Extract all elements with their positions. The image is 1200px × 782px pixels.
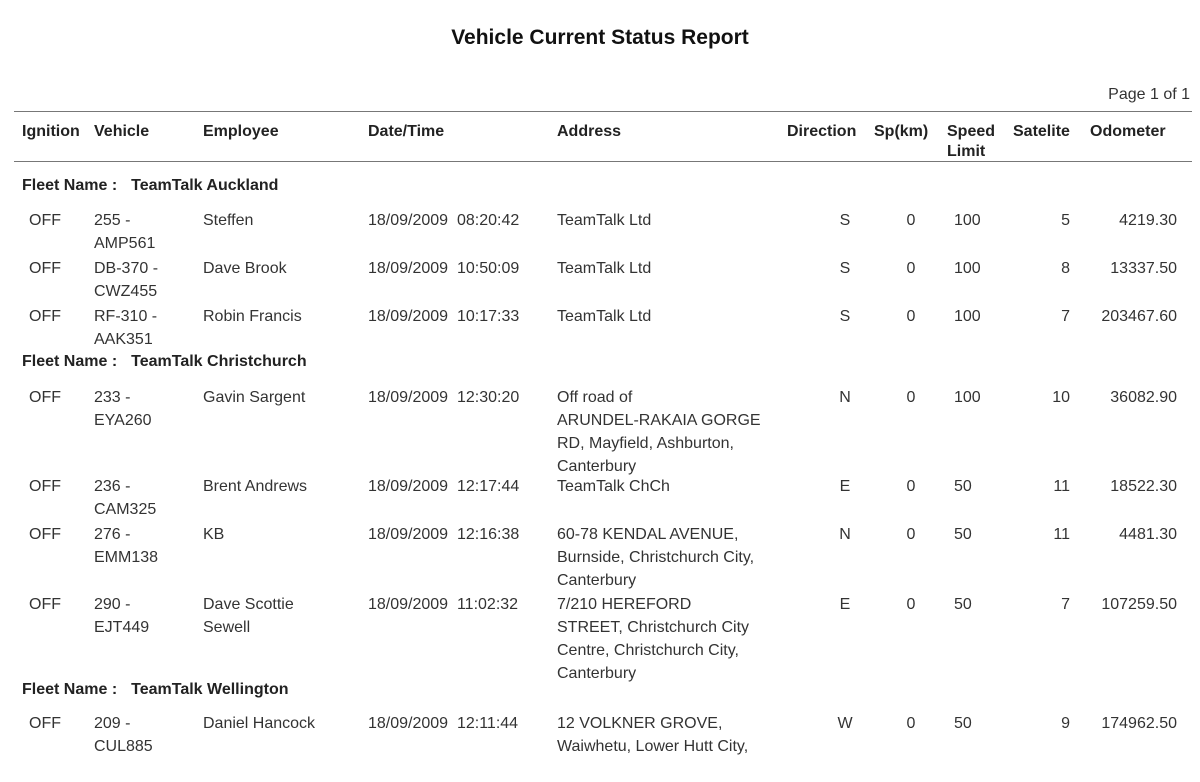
cell-odometer: 13337.50 bbox=[1110, 260, 1177, 277]
cell-speed-limit: 100 bbox=[954, 389, 981, 406]
cell-employee bbox=[203, 305, 353, 328]
cell-vehicle bbox=[94, 523, 194, 569]
col-header-satellite: Satelite bbox=[1013, 123, 1070, 140]
cell-vehicle bbox=[94, 209, 194, 255]
cell-speed: 0 bbox=[906, 260, 916, 277]
cell-vehicle-line: CWZ455 bbox=[94, 283, 158, 300]
cell-address-line: Canterbury bbox=[557, 458, 637, 475]
cell-vehicle-line: AMP561 bbox=[94, 235, 156, 252]
cell-employee bbox=[203, 257, 353, 280]
cell-vehicle-line: DB-370 - bbox=[94, 260, 159, 277]
cell-address bbox=[557, 523, 797, 592]
cell-ignition: OFF bbox=[29, 308, 61, 325]
cell-address-line: Burnside, Christchurch City, bbox=[557, 549, 755, 566]
col-header-vehicle: Vehicle bbox=[94, 123, 150, 140]
cell-speed-limit: 50 bbox=[954, 478, 972, 495]
cell-employee bbox=[203, 209, 353, 232]
cell-datetime: 18/09/2009 12:11:44 bbox=[368, 715, 519, 732]
cell-datetime: 18/09/2009 10:50:09 bbox=[368, 260, 520, 277]
cell-direction: E bbox=[839, 478, 851, 495]
cell-employee bbox=[203, 386, 353, 409]
cell-ignition: OFF bbox=[29, 715, 61, 732]
cell-address-line: Centre, Christchurch City, bbox=[557, 642, 739, 659]
cell-employee bbox=[203, 523, 353, 546]
cell-direction: W bbox=[837, 715, 853, 732]
cell-vehicle-line: EMM138 bbox=[94, 549, 159, 566]
cell-ignition: OFF bbox=[29, 212, 61, 229]
cell-address bbox=[557, 305, 797, 328]
cell-vehicle-line: CUL885 bbox=[94, 738, 153, 755]
cell-address bbox=[557, 593, 797, 685]
cell-speed-limit: 100 bbox=[954, 212, 981, 229]
cell-vehicle-line: 233 - bbox=[94, 389, 131, 406]
fleet-label: Fleet Name : bbox=[22, 353, 118, 370]
fleet-name: TeamTalk Wellington bbox=[131, 681, 289, 698]
fleet-name: TeamTalk Christchurch bbox=[131, 353, 307, 370]
fleet-name: TeamTalk Auckland bbox=[131, 177, 279, 194]
cell-speed: 0 bbox=[906, 596, 916, 613]
col-header-employee: Employee bbox=[203, 123, 279, 140]
cell-vehicle-line: RF-310 - bbox=[94, 308, 158, 325]
cell-vehicle-line: 236 - bbox=[94, 478, 131, 495]
cell-direction: N bbox=[839, 526, 851, 543]
cell-address-line: TeamTalk Ltd bbox=[557, 308, 652, 325]
col-header-ignition: Ignition bbox=[22, 123, 80, 140]
cell-employee-line: Sewell bbox=[203, 619, 251, 636]
cell-odometer: 107259.50 bbox=[1101, 596, 1177, 613]
cell-address-line: Canterbury bbox=[557, 572, 637, 589]
cell-address-line: Waiwhetu, Lower Hutt City, bbox=[557, 738, 749, 755]
cell-speed: 0 bbox=[906, 308, 916, 325]
cell-odometer: 4481.30 bbox=[1119, 526, 1177, 543]
col-header-odometer: Odometer bbox=[1090, 123, 1166, 140]
cell-address-line: STREET, Christchurch City bbox=[557, 619, 750, 636]
cell-direction: S bbox=[839, 308, 851, 325]
cell-address-line: Canterbury bbox=[557, 665, 637, 682]
cell-address bbox=[557, 712, 797, 758]
cell-speed-limit: 100 bbox=[954, 260, 981, 277]
cell-satellite: 10 bbox=[1052, 389, 1070, 406]
cell-satellite: 11 bbox=[1053, 478, 1070, 495]
cell-employee-line: Dave Brook bbox=[203, 260, 287, 277]
cell-datetime: 18/09/2009 12:30:20 bbox=[368, 389, 520, 406]
cell-direction: E bbox=[839, 596, 851, 613]
cell-ignition: OFF bbox=[29, 260, 61, 277]
cell-datetime: 18/09/2009 11:02:32 bbox=[368, 596, 519, 613]
cell-speed-limit: 50 bbox=[954, 526, 972, 543]
header-top-rule bbox=[14, 111, 1192, 112]
cell-address-line: TeamTalk Ltd bbox=[557, 260, 652, 277]
fleet-group-header bbox=[22, 681, 289, 699]
cell-address-line: TeamTalk ChCh bbox=[557, 478, 670, 495]
cell-employee-line: KB bbox=[203, 526, 225, 543]
cell-vehicle bbox=[94, 475, 194, 521]
cell-satellite: 11 bbox=[1053, 526, 1070, 543]
cell-employee-line: Daniel Hancock bbox=[203, 715, 316, 732]
cell-address-line: ARUNDEL-RAKAIA GORGE bbox=[557, 412, 761, 429]
cell-address-line: 12 VOLKNER GROVE, bbox=[557, 715, 723, 732]
col-header-direction: Direction bbox=[787, 123, 857, 140]
cell-vehicle-line: 209 - bbox=[94, 715, 131, 732]
cell-odometer: 18522.30 bbox=[1110, 478, 1177, 495]
cell-vehicle-line: EJT449 bbox=[94, 619, 150, 636]
cell-direction: S bbox=[839, 212, 851, 229]
cell-vehicle-line: EYA260 bbox=[94, 412, 152, 429]
col-header-speed-limit-line1: Speed bbox=[947, 123, 996, 140]
cell-address bbox=[557, 386, 797, 478]
cell-datetime: 18/09/2009 12:16:38 bbox=[368, 526, 520, 543]
cell-ignition: OFF bbox=[29, 596, 61, 613]
cell-employee bbox=[203, 593, 353, 639]
cell-employee-line: Dave Scottie bbox=[203, 596, 294, 613]
fleet-group-header bbox=[22, 353, 307, 371]
cell-direction: N bbox=[839, 389, 851, 406]
report-title: Vehicle Current Status Report bbox=[451, 26, 749, 49]
cell-address-line: Off road of bbox=[557, 389, 633, 406]
header-bottom-rule bbox=[14, 161, 1192, 162]
cell-satellite: 7 bbox=[1061, 596, 1070, 613]
cell-vehicle-line: 255 - bbox=[94, 212, 131, 229]
cell-vehicle-line: CAM325 bbox=[94, 501, 157, 518]
cell-ignition: OFF bbox=[29, 526, 61, 543]
col-header-speed: Sp(km) bbox=[874, 123, 929, 140]
cell-satellite: 8 bbox=[1061, 260, 1070, 277]
cell-employee-line: Gavin Sargent bbox=[203, 389, 306, 406]
fleet-label: Fleet Name : bbox=[22, 681, 118, 698]
col-header-speed-limit bbox=[947, 122, 995, 162]
fleet-group-header bbox=[22, 177, 278, 195]
cell-odometer: 36082.90 bbox=[1110, 389, 1177, 406]
cell-address bbox=[557, 209, 797, 232]
cell-speed: 0 bbox=[906, 389, 916, 406]
cell-address-line: 7/210 HEREFORD bbox=[557, 596, 692, 613]
cell-address-line: TeamTalk Ltd bbox=[557, 212, 652, 229]
cell-speed: 0 bbox=[906, 526, 916, 543]
cell-address-line: RD, Mayfield, Ashburton, bbox=[557, 435, 734, 452]
cell-vehicle bbox=[94, 712, 194, 758]
cell-speed: 0 bbox=[906, 478, 916, 495]
col-header-datetime: Date/Time bbox=[368, 123, 445, 140]
page-number: Page 1 of 1 bbox=[1108, 86, 1190, 103]
cell-vehicle bbox=[94, 305, 194, 351]
cell-address bbox=[557, 257, 797, 280]
cell-datetime: 18/09/2009 10:17:33 bbox=[368, 308, 520, 325]
cell-address bbox=[557, 475, 797, 498]
cell-datetime: 18/09/2009 08:20:42 bbox=[368, 212, 520, 229]
cell-speed-limit: 50 bbox=[954, 715, 972, 732]
cell-vehicle-line: AAK351 bbox=[94, 331, 153, 348]
cell-odometer: 203467.60 bbox=[1101, 308, 1177, 325]
col-header-address: Address bbox=[557, 123, 622, 140]
cell-employee bbox=[203, 712, 353, 735]
cell-odometer: 174962.50 bbox=[1101, 715, 1177, 732]
cell-speed-limit: 100 bbox=[954, 308, 981, 325]
cell-employee bbox=[203, 475, 353, 498]
cell-vehicle bbox=[94, 386, 194, 432]
cell-vehicle-line: 290 - bbox=[94, 596, 131, 613]
cell-satellite: 9 bbox=[1061, 715, 1070, 732]
cell-ignition: OFF bbox=[29, 478, 61, 495]
cell-satellite: 5 bbox=[1061, 212, 1070, 229]
cell-datetime: 18/09/2009 12:17:44 bbox=[368, 478, 520, 495]
cell-employee-line: Robin Francis bbox=[203, 308, 302, 325]
cell-satellite: 7 bbox=[1061, 308, 1070, 325]
cell-vehicle bbox=[94, 257, 194, 303]
cell-direction: S bbox=[839, 260, 851, 277]
cell-vehicle bbox=[94, 593, 194, 639]
cell-employee-line: Brent Andrews bbox=[203, 478, 308, 495]
col-header-speed-limit-line2: Limit bbox=[947, 143, 986, 160]
cell-speed: 0 bbox=[906, 715, 916, 732]
cell-employee-line: Steffen bbox=[203, 212, 254, 229]
cell-ignition: OFF bbox=[29, 389, 61, 406]
cell-odometer: 4219.30 bbox=[1119, 212, 1177, 229]
cell-vehicle-line: 276 - bbox=[94, 526, 131, 543]
cell-speed: 0 bbox=[906, 212, 916, 229]
cell-speed-limit: 50 bbox=[954, 596, 972, 613]
cell-address-line: 60-78 KENDAL AVENUE, bbox=[557, 526, 739, 543]
fleet-label: Fleet Name : bbox=[22, 177, 118, 194]
